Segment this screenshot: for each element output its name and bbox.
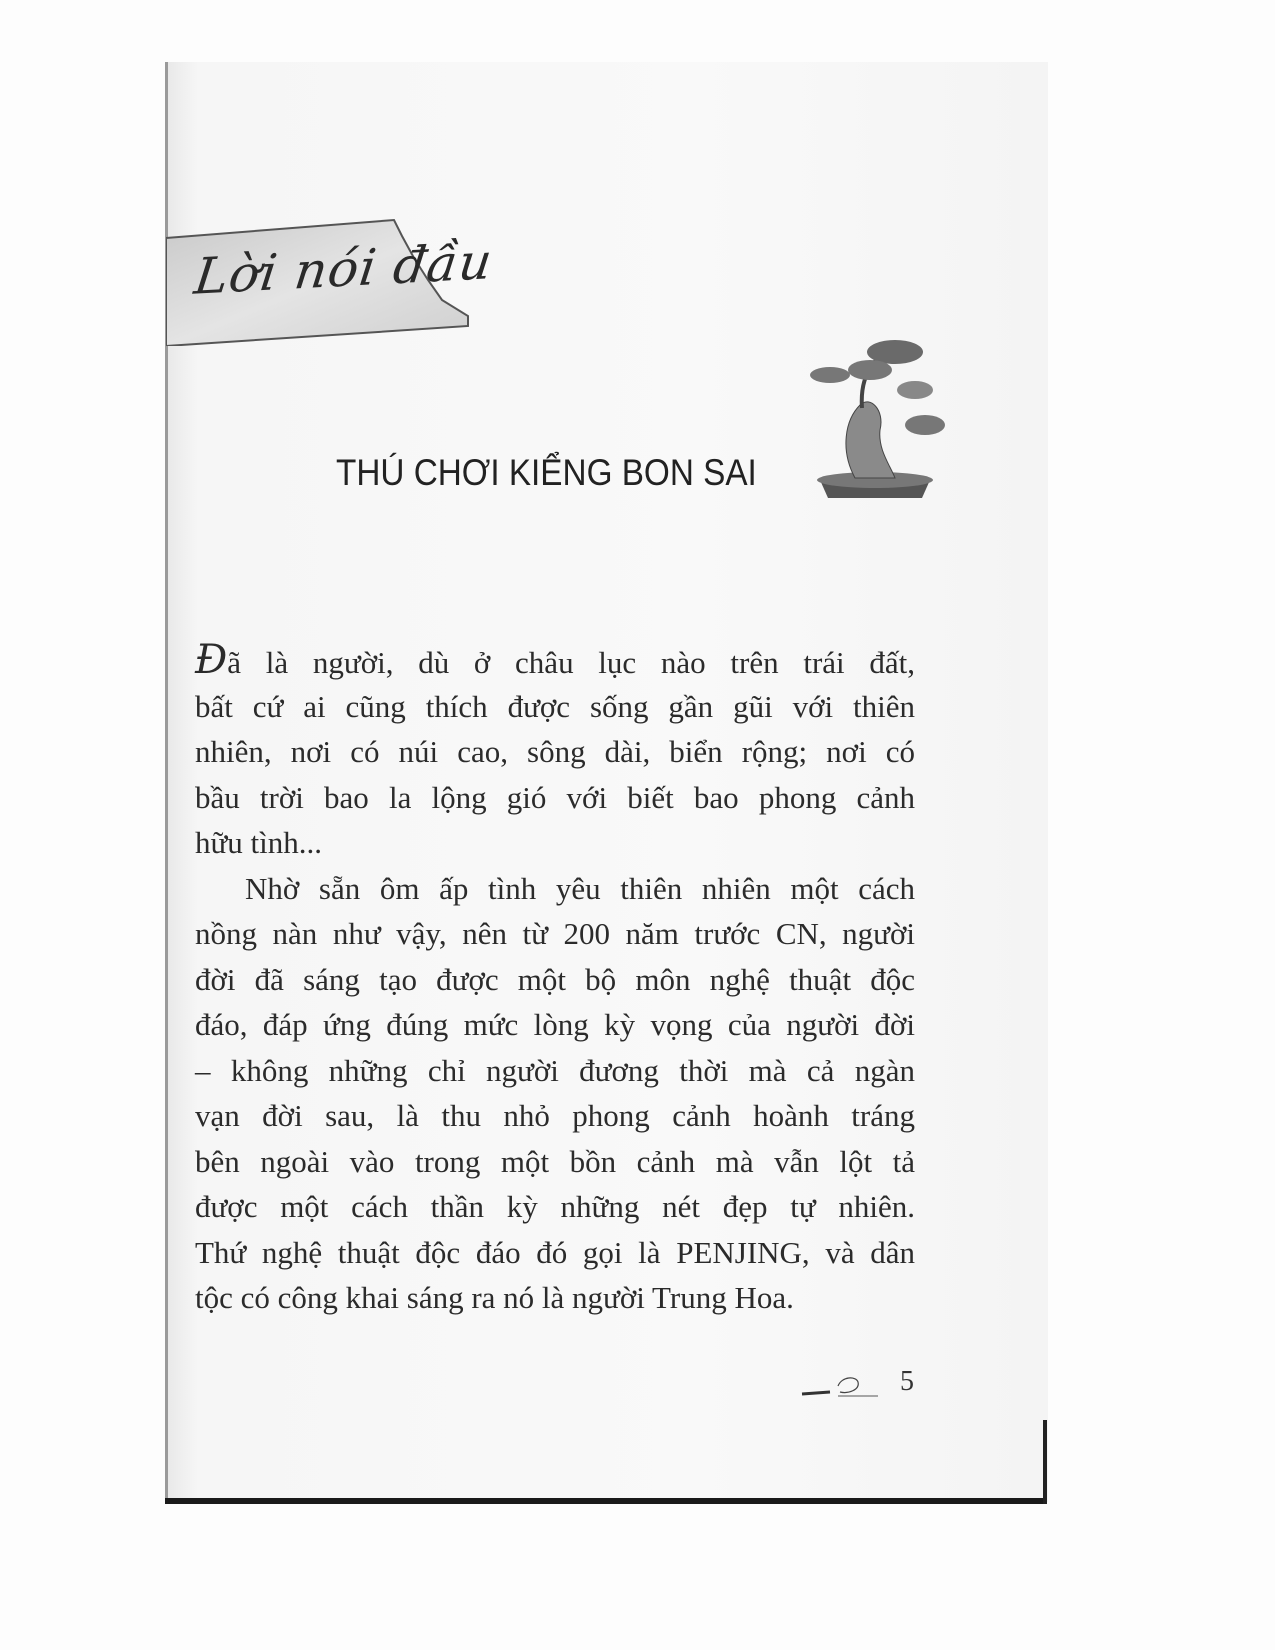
text-line <box>195 638 915 684</box>
text-line: tộc có công khai sáng ra nó là người Trung Hoa. <box>195 1280 794 1315</box>
text-line: Nhờ sẵn ôm ấp tình yêu thiên nhiên một cách <box>245 870 915 906</box>
text-line: được một cách thần kỳ những nét đẹp tự nhiên. <box>195 1189 915 1224</box>
footer-ornament-icon <box>800 1372 880 1402</box>
body-text <box>195 638 915 1321</box>
text-line: vạn đời sau, là thu nhỏ phong cảnh hoành tráng <box>195 1098 915 1133</box>
text-line: nhiên, nơi có núi cao, sông dài, biển rộng; nơi có <box>195 734 915 769</box>
text-line: bầu trời bao la lộng gió với biết bao phong cảnh <box>195 779 915 815</box>
text-line: nồng nàn như vậy, nên từ 200 năm trước CN, người <box>195 916 915 951</box>
bonsai-illustration <box>800 330 950 510</box>
paragraph-1 <box>195 638 915 866</box>
text-line-content: ã là người, dù ở châu lục nào trên trái đất, <box>227 645 915 680</box>
text-line: hữu tình... <box>195 825 323 860</box>
book-title: THÚ CHƠI KIỂNG BON SAI <box>336 452 757 493</box>
text-line: bất cứ ai cũng thích được sống gần gũi với thiên <box>195 688 915 724</box>
page-right-edge <box>1043 1420 1047 1504</box>
page-bottom-edge <box>165 1498 1047 1504</box>
text-line: bên ngoài vào trong một bồn cảnh mà vẫn lột tả <box>195 1143 915 1179</box>
page-number: 5 <box>900 1366 914 1397</box>
paragraph-2 <box>195 866 915 1321</box>
drop-cap: Đ <box>195 637 228 683</box>
text-line: Thứ nghệ thuật độc đáo đó gọi là PENJING, và dân <box>195 1234 915 1270</box>
section-tag: Lời nói đầu <box>191 232 496 306</box>
text-line: – không những chỉ người đương thời mà cả ngàn <box>195 1052 915 1088</box>
text-line: đời đã sáng tạo được một bộ môn nghệ thuật độc <box>195 961 915 997</box>
text-line: đáo, đáp ứng đúng mức lòng kỳ vọng của người đời <box>195 1007 915 1042</box>
